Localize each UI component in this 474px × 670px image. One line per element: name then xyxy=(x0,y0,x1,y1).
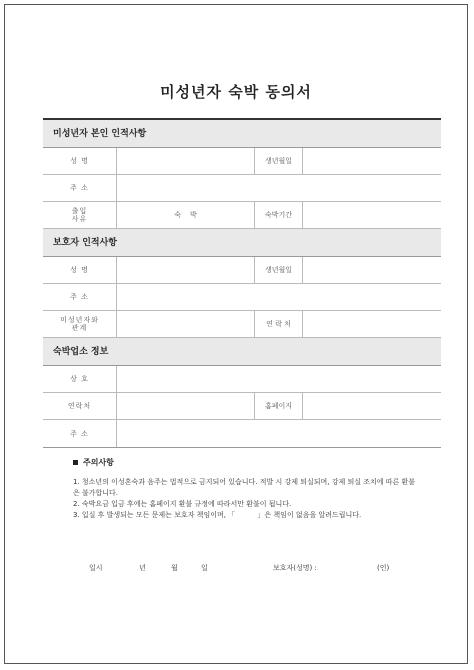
notice-item-3: 3. 입실 후 발생되는 모든 문제는 보호자 책임이며, 「 」은 책임이 없음을 알려드립니다. xyxy=(73,511,362,519)
lodging-name-label: 상 호 xyxy=(43,366,117,392)
year-label: 년 xyxy=(139,564,146,572)
square-bullet-icon xyxy=(73,460,78,465)
guardian-name-row xyxy=(43,257,441,284)
minor-birth-field[interactable] xyxy=(303,148,441,174)
guardian-address-field[interactable] xyxy=(117,284,441,310)
lodging-homepage-label: 홈페이지 xyxy=(255,393,303,419)
notice-heading-text: 주의사항 xyxy=(83,458,114,467)
seal-mark: (인) xyxy=(377,564,390,572)
lodging-name-row xyxy=(43,366,441,393)
minor-birth-label: 생년월일 xyxy=(255,148,303,174)
lodging-contact-field[interactable] xyxy=(117,393,255,419)
minor-address-label: 주 소 xyxy=(43,175,117,201)
lodging-address-row xyxy=(43,420,441,447)
minor-name-row xyxy=(43,148,441,175)
guardian-name-label: 성 명 xyxy=(43,257,117,283)
lodging-address-field[interactable] xyxy=(117,420,441,447)
guardian-signature-label: 보호자(성명) : xyxy=(273,564,317,572)
minor-reason-value: 숙 박 xyxy=(117,202,255,228)
lodging-homepage-field[interactable] xyxy=(303,393,441,419)
guardian-contact-field[interactable] xyxy=(303,311,441,337)
notice-list xyxy=(73,477,418,521)
notice-heading xyxy=(73,457,114,468)
minor-address-field[interactable] xyxy=(117,175,441,201)
form-page xyxy=(4,4,468,664)
lodging-contact-row xyxy=(43,393,441,420)
consent-form-table xyxy=(43,118,441,448)
guardian-address-label: 주 소 xyxy=(43,284,117,310)
guardian-relation-field[interactable] xyxy=(117,311,255,337)
lodging-name-field[interactable] xyxy=(117,366,441,392)
stay-period-label: 숙박기간 xyxy=(255,202,303,228)
minor-reason-label: 출입 사유 xyxy=(43,202,117,228)
minor-reason-row xyxy=(43,202,441,229)
date-label: 일시 xyxy=(89,564,103,572)
guardian-birth-field[interactable] xyxy=(303,257,441,283)
notice-item-1: 1. 청소년의 이성혼숙과 음주는 법적으로 금지되어 있습니다. 적발 시 강제 퇴실되며, 강제 퇴실 조치에 따른 환불은 불가합니다. xyxy=(73,478,416,497)
document-title: 미성년자 숙박 동의서 xyxy=(160,83,312,101)
guardian-address-row xyxy=(43,284,441,311)
notice-item-2: 2. 숙박요금 입금 후에는 홈페이지 환불 규정에 따라서만 환불이 됩니다. xyxy=(73,500,292,508)
minor-address-row xyxy=(43,175,441,202)
section-header-guardian: 보호자 인적사항 xyxy=(43,229,441,257)
minor-name-label: 성 명 xyxy=(43,148,117,174)
guardian-name-field[interactable] xyxy=(117,257,255,283)
lodging-contact-label: 연락처 xyxy=(43,393,117,419)
guardian-relation-label: 미성년자와 관계 xyxy=(43,311,117,337)
lodging-address-label: 주 소 xyxy=(43,420,117,447)
section-header-lodging: 숙박업소 정보 xyxy=(43,338,441,366)
month-label: 월 xyxy=(171,564,178,572)
day-label: 일 xyxy=(201,564,208,572)
stay-period-field[interactable] xyxy=(303,202,441,228)
guardian-relation-row xyxy=(43,311,441,338)
guardian-birth-label: 생년월일 xyxy=(255,257,303,283)
guardian-contact-label: 연 락 처 xyxy=(255,311,303,337)
minor-name-field[interactable] xyxy=(117,148,255,174)
section-header-minor: 미성년자 본인 인적사항 xyxy=(43,120,441,148)
